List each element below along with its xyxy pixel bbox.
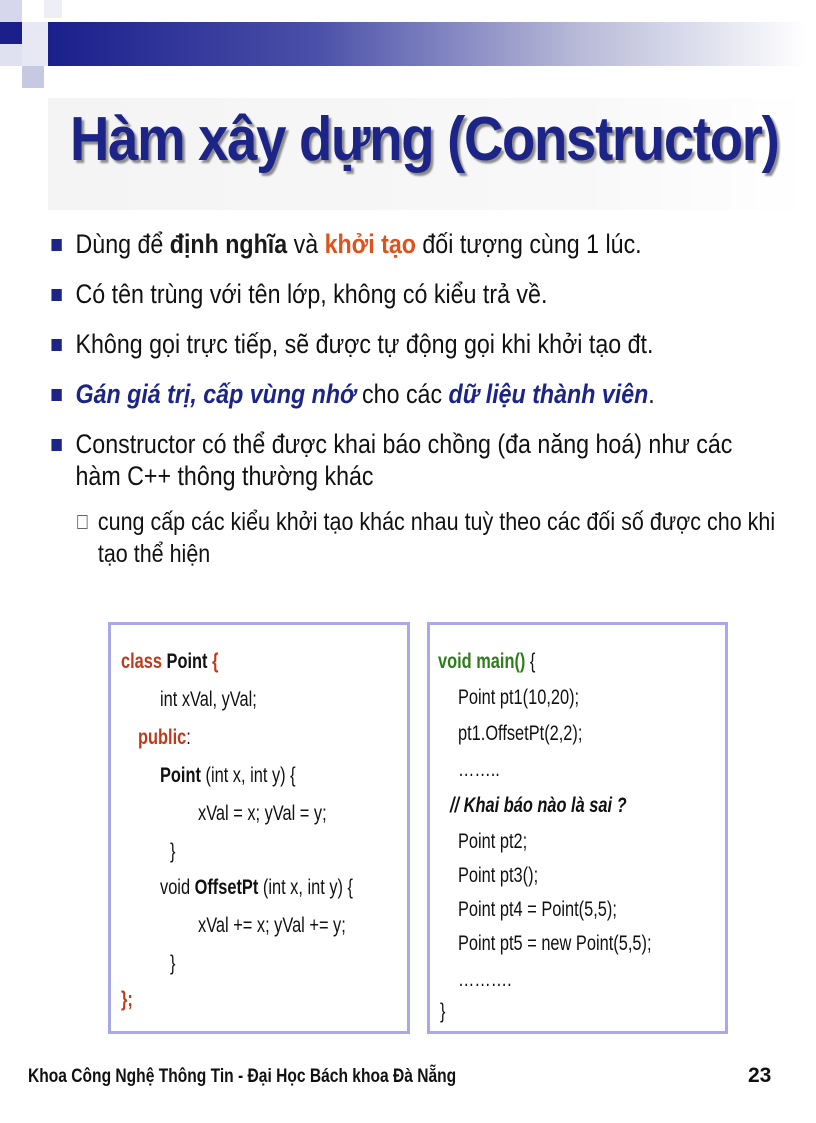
header-gradient-bar	[48, 22, 806, 66]
bullet-text: và	[287, 229, 325, 259]
code-line: int xVal, yVal;	[160, 688, 257, 711]
bullet-text: đối tượng cùng 1 lúc.	[415, 229, 642, 259]
code-line: };	[121, 988, 133, 1011]
bullet-text: Không gọi trực tiếp, sẽ được tự động gọi khi khởi tạo đt.	[75, 329, 654, 359]
code-line: ……..	[458, 758, 500, 781]
deco-square	[22, 22, 48, 66]
code-line: void OffsetPt (int x, int y) {	[160, 876, 353, 899]
code-line: }	[170, 840, 176, 863]
page-number: 23	[748, 1064, 772, 1087]
code-line: ……….	[458, 968, 512, 991]
deco-square	[0, 44, 22, 66]
square-bullet-icon	[51, 239, 61, 251]
code-line: }	[440, 1000, 446, 1023]
bullet-keyword: khởi tạo	[324, 229, 416, 259]
code-line: pt1.OffsetPt(2,2);	[458, 722, 583, 745]
bullet-keyword: dữ liệu thành viên	[448, 379, 649, 409]
code-line: Point pt2;	[458, 830, 528, 853]
bullet-text: Constructor có thể được khai báo chồng (đa năng hoá) như các	[75, 429, 733, 459]
sub-bullet-item	[48, 506, 786, 570]
code-line: class Point {	[121, 650, 219, 673]
square-bullet-icon	[51, 439, 61, 451]
code-comment: // Khai báo nào là sai ?	[450, 794, 627, 817]
code-line: Point pt1(10,20);	[458, 686, 580, 709]
code-line: }	[170, 952, 176, 975]
code-line: Point pt5 = new Point(5,5);	[458, 932, 652, 955]
bullet-item	[48, 378, 815, 410]
bullet-text: hàm C++ thông thường khác	[75, 461, 374, 491]
hollow-square-bullet-icon	[77, 515, 87, 529]
bullet-text: cho các	[355, 379, 449, 409]
deco-square	[0, 22, 22, 44]
slide-title: Hàm xây dựng (Constructor)	[70, 105, 779, 174]
code-line: xVal = x; yVal = y;	[198, 802, 327, 825]
footer-text: Khoa Công Nghệ Thông Tin - Đại Học Bách khoa Đà Nẵng	[28, 1066, 457, 1087]
deco-square	[0, 0, 22, 22]
bullet-text: Dùng để	[75, 229, 170, 259]
bullet-keyword: Gán giá trị, cấp vùng nhớ	[75, 379, 356, 409]
bullet-text: Có tên trùng với tên lớp, không có kiểu trả về.	[75, 279, 548, 309]
code-line: void main() {	[438, 650, 536, 673]
bullet-item	[48, 428, 815, 492]
deco-square	[44, 0, 62, 18]
code-line: Point pt3();	[458, 864, 539, 887]
square-bullet-icon	[51, 389, 61, 401]
bullet-item	[48, 278, 815, 310]
square-bullet-icon	[51, 339, 61, 351]
code-line: Point (int x, int y) {	[160, 764, 296, 787]
bullet-text: .	[648, 379, 655, 409]
sub-bullet-text: cung cấp các kiểu khởi tạo khác nhau tuỳ theo các đối số được cho khi	[97, 508, 776, 536]
bullet-item	[48, 328, 815, 360]
code-line: Point pt4 = Point(5,5);	[458, 898, 617, 921]
bullet-item	[48, 228, 815, 260]
code-line: xVal += x; yVal += y;	[198, 914, 346, 937]
bullet-keyword: định nghĩa	[169, 229, 288, 259]
square-bullet-icon	[51, 289, 61, 301]
code-panel-class	[108, 622, 410, 1034]
bullet-list	[48, 228, 788, 570]
deco-square	[22, 0, 44, 22]
sub-bullet-text: tạo thể hiện	[97, 540, 211, 568]
deco-square	[22, 66, 44, 88]
code-line: public:	[138, 726, 191, 749]
